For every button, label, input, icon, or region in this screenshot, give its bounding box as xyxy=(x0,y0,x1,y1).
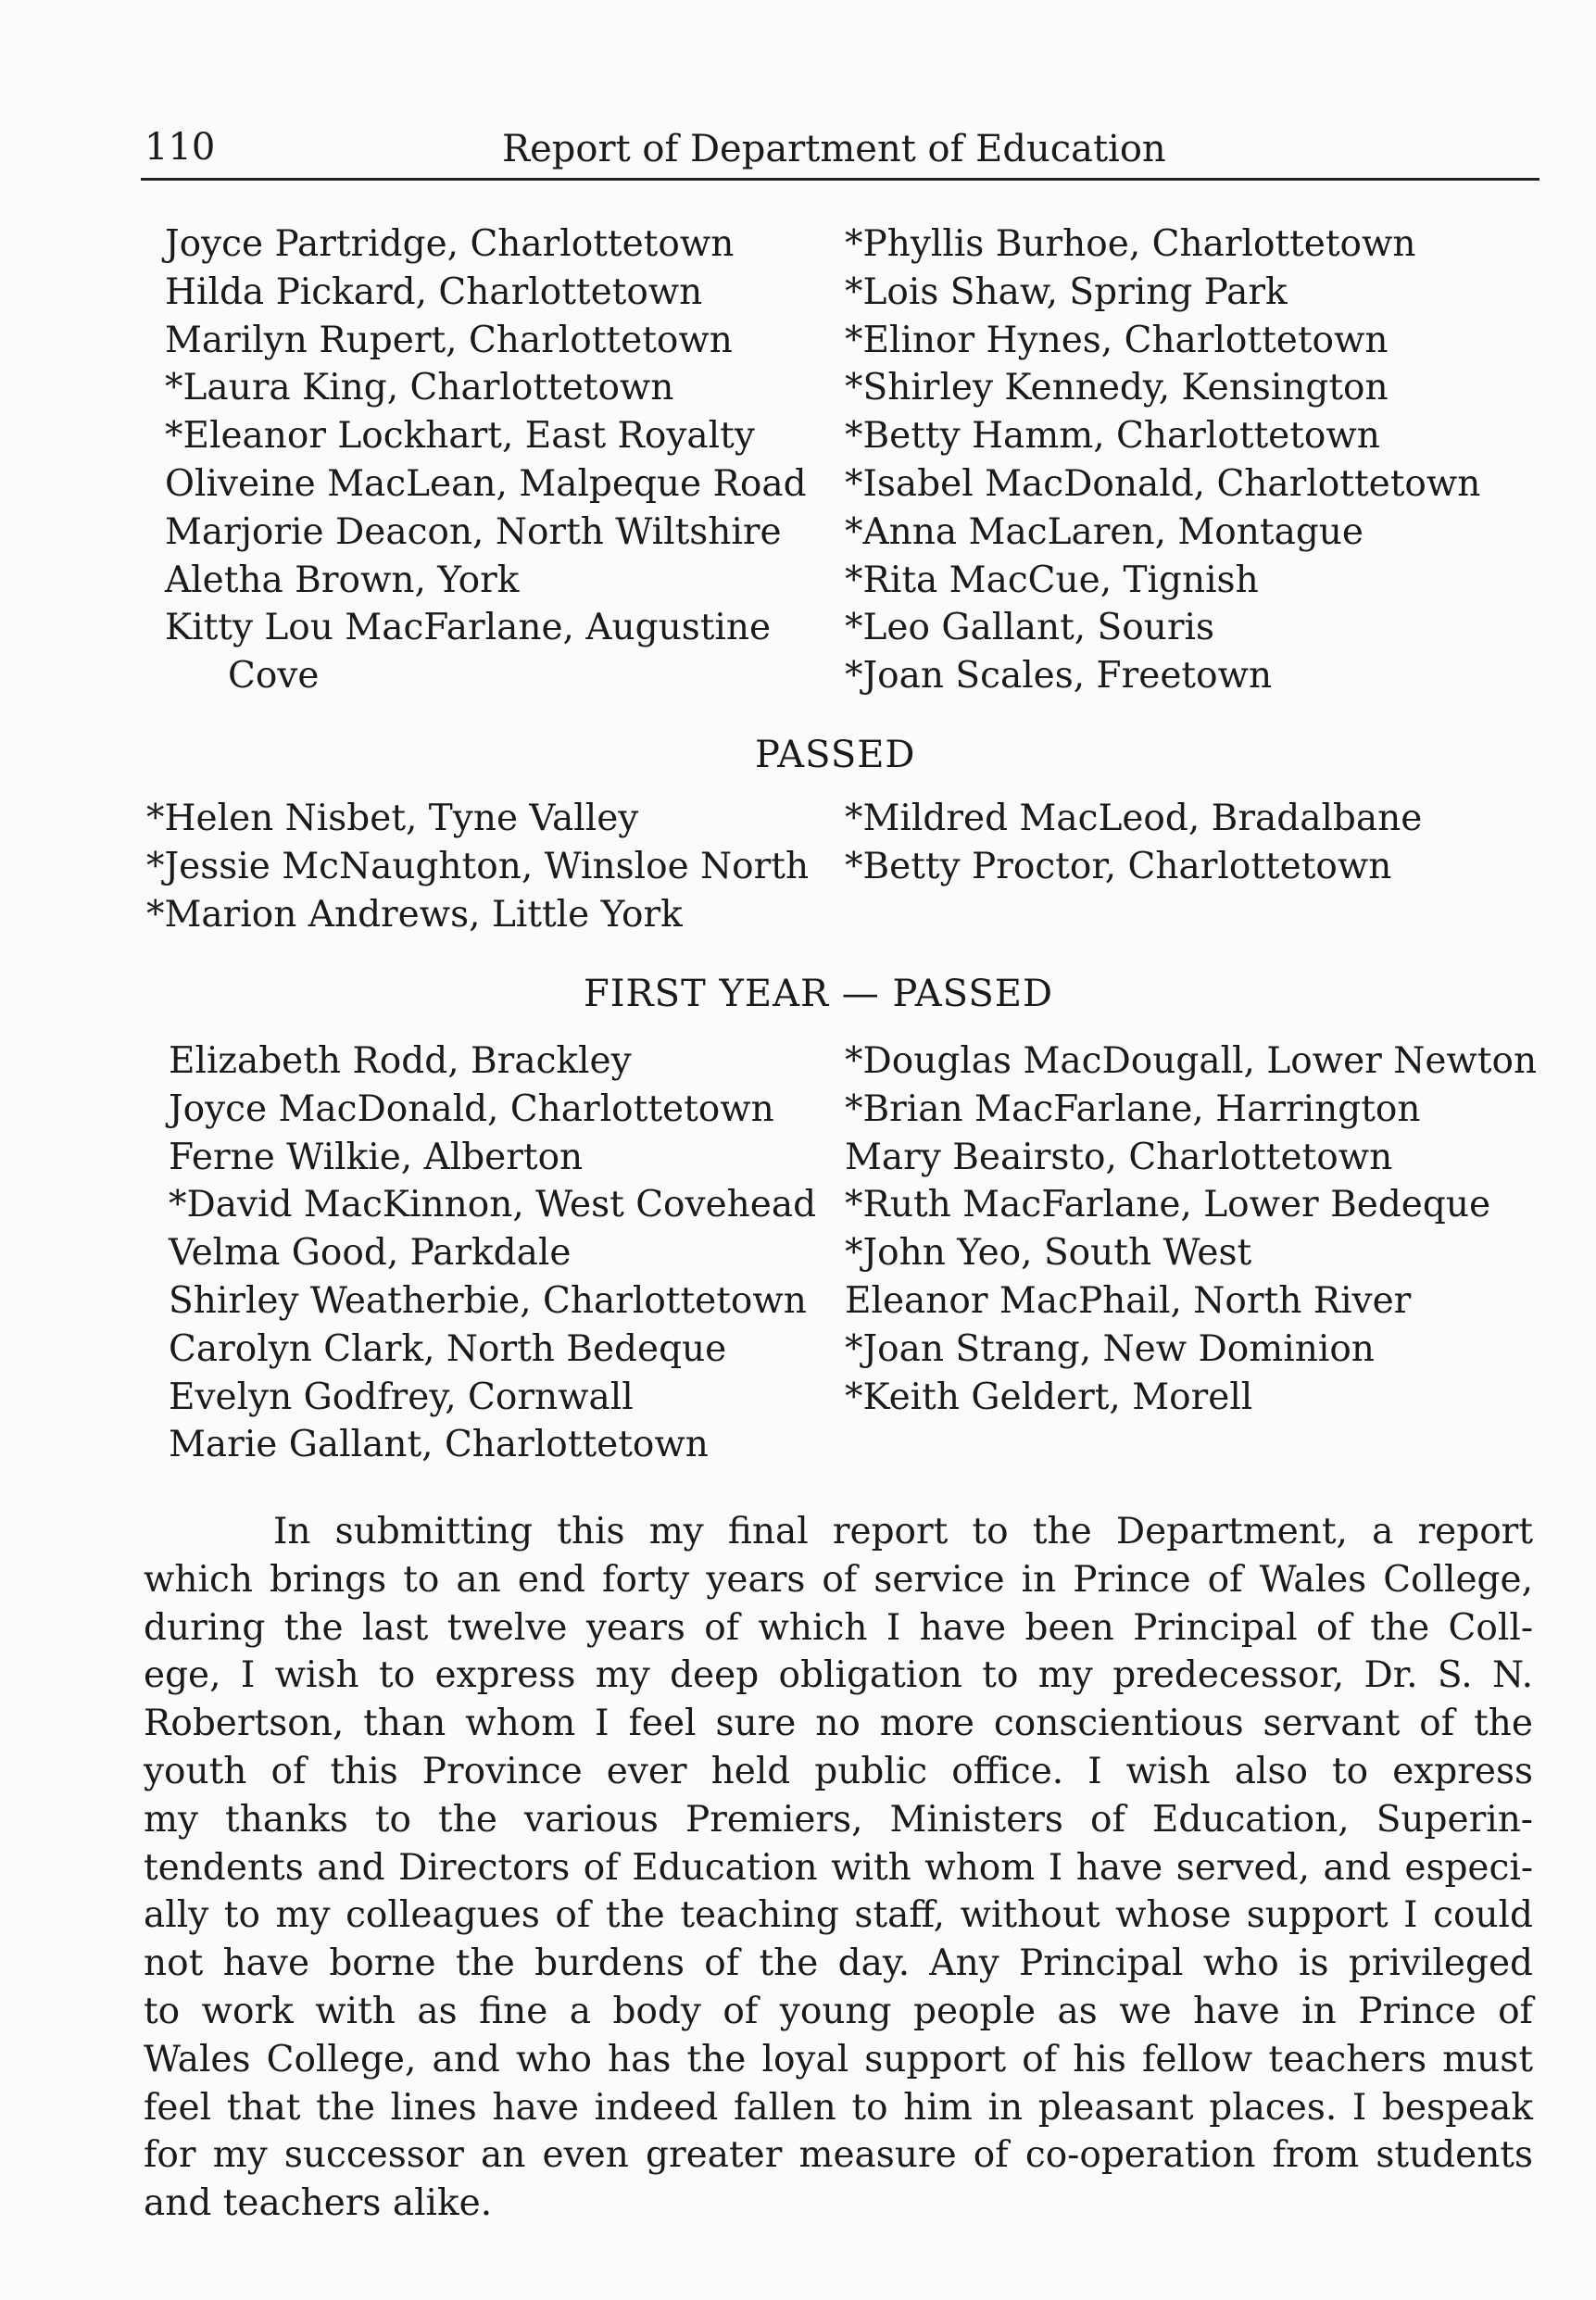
paragraph-line: youth of this Province ever held public office. I wish also to express xyxy=(144,1750,1533,1792)
list-item: *Lois Shaw, Spring Park xyxy=(845,270,1288,313)
list-item: Velma Good, Parkdale xyxy=(169,1232,572,1275)
paragraph-line: for my successor an even greater measure of co-operation from students xyxy=(144,2134,1533,2177)
list-item: *Douglas MacDougall, Lower Newton xyxy=(845,1040,1538,1082)
list-item: Joyce Partridge, Charlottetown xyxy=(165,223,735,265)
first-year-right-list xyxy=(845,1037,1537,1421)
list-item: Elizabeth Rodd, Brackley xyxy=(169,1040,632,1082)
paragraph-line: ally to my colleagues of the teaching staff, without whose support I could xyxy=(144,1894,1533,1937)
paragraph-line: which brings to an end forty years of service in Prince of Wales College, xyxy=(144,1558,1533,1601)
paragraph-line: during the last twelve years of which I have been Principal of the Coll- xyxy=(144,1606,1533,1649)
list-item: *Brian MacFarlane, Harrington xyxy=(845,1087,1421,1130)
list-item: *Joan Scales, Freetown xyxy=(845,655,1273,698)
list-item: *Shirley Kennedy, Kensington xyxy=(845,367,1389,409)
section1-left-list xyxy=(165,220,807,700)
list-item: Kitty Lou MacFarlane, Augustine xyxy=(165,607,772,649)
first-year-left-list xyxy=(169,1037,816,1469)
paragraph-line: and teachers alike. xyxy=(144,2182,493,2225)
section1-right-list xyxy=(845,220,1480,700)
closing-paragraph xyxy=(144,1508,1533,2228)
paragraph-line: Robertson, than whom I feel sure no more conscientious servant of the xyxy=(144,1703,1533,1745)
list-item: *Leo Gallant, Souris xyxy=(845,607,1214,649)
list-item: *Joan Strang, New Dominion xyxy=(845,1327,1375,1370)
list-item: Evelyn Godfrey, Cornwall xyxy=(169,1376,634,1418)
paragraph-line: tendents and Directors of Education with whom I have served, and especi- xyxy=(144,1846,1533,1889)
list-item: Marjorie Deacon, North Wiltshire xyxy=(165,510,782,553)
list-item: *Marion Andrews, Little York xyxy=(146,893,683,936)
page-number: 110 xyxy=(145,126,216,169)
paragraph-line: Wales College, and who has the loyal support of his fellow teachers must xyxy=(144,2038,1533,2080)
list-item: *Phyllis Burhoe, Charlottetown xyxy=(845,223,1416,265)
list-item: Aletha Brown, York xyxy=(165,559,520,601)
list-item: *Betty Hamm, Charlottetown xyxy=(845,415,1380,458)
list-item: *Eleanor Lockhart, East Royalty xyxy=(165,415,755,458)
passed-right-list xyxy=(845,795,1422,891)
list-item: Ferne Wilkie, Alberton xyxy=(169,1136,584,1178)
paragraph-line: ege, I wish to express my deep obligation to my predecessor, Dr. S. N. xyxy=(144,1654,1533,1697)
list-item: *Mildred MacLeod, Bradalbane xyxy=(845,798,1423,839)
list-item: Mary Beairsto, Charlottetown xyxy=(845,1136,1393,1178)
list-item: *Elinor Hynes, Charlottetown xyxy=(845,319,1389,361)
list-item: Carolyn Clark, North Bedeque xyxy=(169,1327,727,1370)
passed-heading: PASSED xyxy=(755,734,916,776)
list-item: *Isabel MacDonald, Charlottetown xyxy=(845,462,1481,505)
list-item: *Keith Geldert, Morell xyxy=(845,1376,1253,1418)
page-header xyxy=(141,122,1539,181)
list-item: Marie Gallant, Charlottetown xyxy=(169,1424,709,1466)
list-item: Hilda Pickard, Charlottetown xyxy=(165,270,703,313)
list-item: *Jessie McNaughton, Winsloe North xyxy=(146,845,810,887)
paragraph-line: In submitting this my final report to the Department, a report xyxy=(273,1511,1533,1552)
list-item: *Ruth MacFarlane, Lower Bedeque xyxy=(845,1184,1491,1226)
list-item: *Anna MacLaren, Montague xyxy=(845,510,1364,553)
list-item: Oliveine MacLean, Malpeque Road xyxy=(165,462,807,505)
running-title: Report of Department of Education xyxy=(502,128,1166,170)
passed-left-list xyxy=(146,795,809,938)
paragraph-line: to work with as fine a body of young people as we have in Prince of xyxy=(144,1990,1533,2032)
paragraph-line: not have borne the burdens of the day. Any Principal who is privileged xyxy=(144,1942,1533,1985)
list-item: Joyce MacDonald, Charlottetown xyxy=(169,1087,774,1130)
list-item: *John Yeo, South West xyxy=(845,1232,1252,1275)
first-year-heading: FIRST YEAR — PASSED xyxy=(584,973,1054,1015)
list-item: Eleanor MacPhail, North River xyxy=(845,1279,1412,1322)
paragraph-line: my thanks to the various Premiers, Ministers of Education, Superin- xyxy=(144,1798,1533,1841)
list-item: *Rita MacCue, Tignish xyxy=(845,559,1259,601)
list-item: *Helen Nisbet, Tyne Valley xyxy=(146,798,639,839)
list-item: *Laura King, Charlottetown xyxy=(165,367,674,409)
list-item: *Betty Proctor, Charlottetown xyxy=(845,845,1392,887)
list-item: Shirley Weatherbie, Charlottetown xyxy=(169,1279,807,1322)
paragraph-line: feel that the lines have indeed fallen to him in pleasant places. I bespeak xyxy=(144,2086,1533,2129)
list-item-continuation: Cove xyxy=(228,655,320,698)
list-item: *David MacKinnon, West Covehead xyxy=(169,1184,817,1226)
list-item: Marilyn Rupert, Charlottetown xyxy=(165,319,733,361)
